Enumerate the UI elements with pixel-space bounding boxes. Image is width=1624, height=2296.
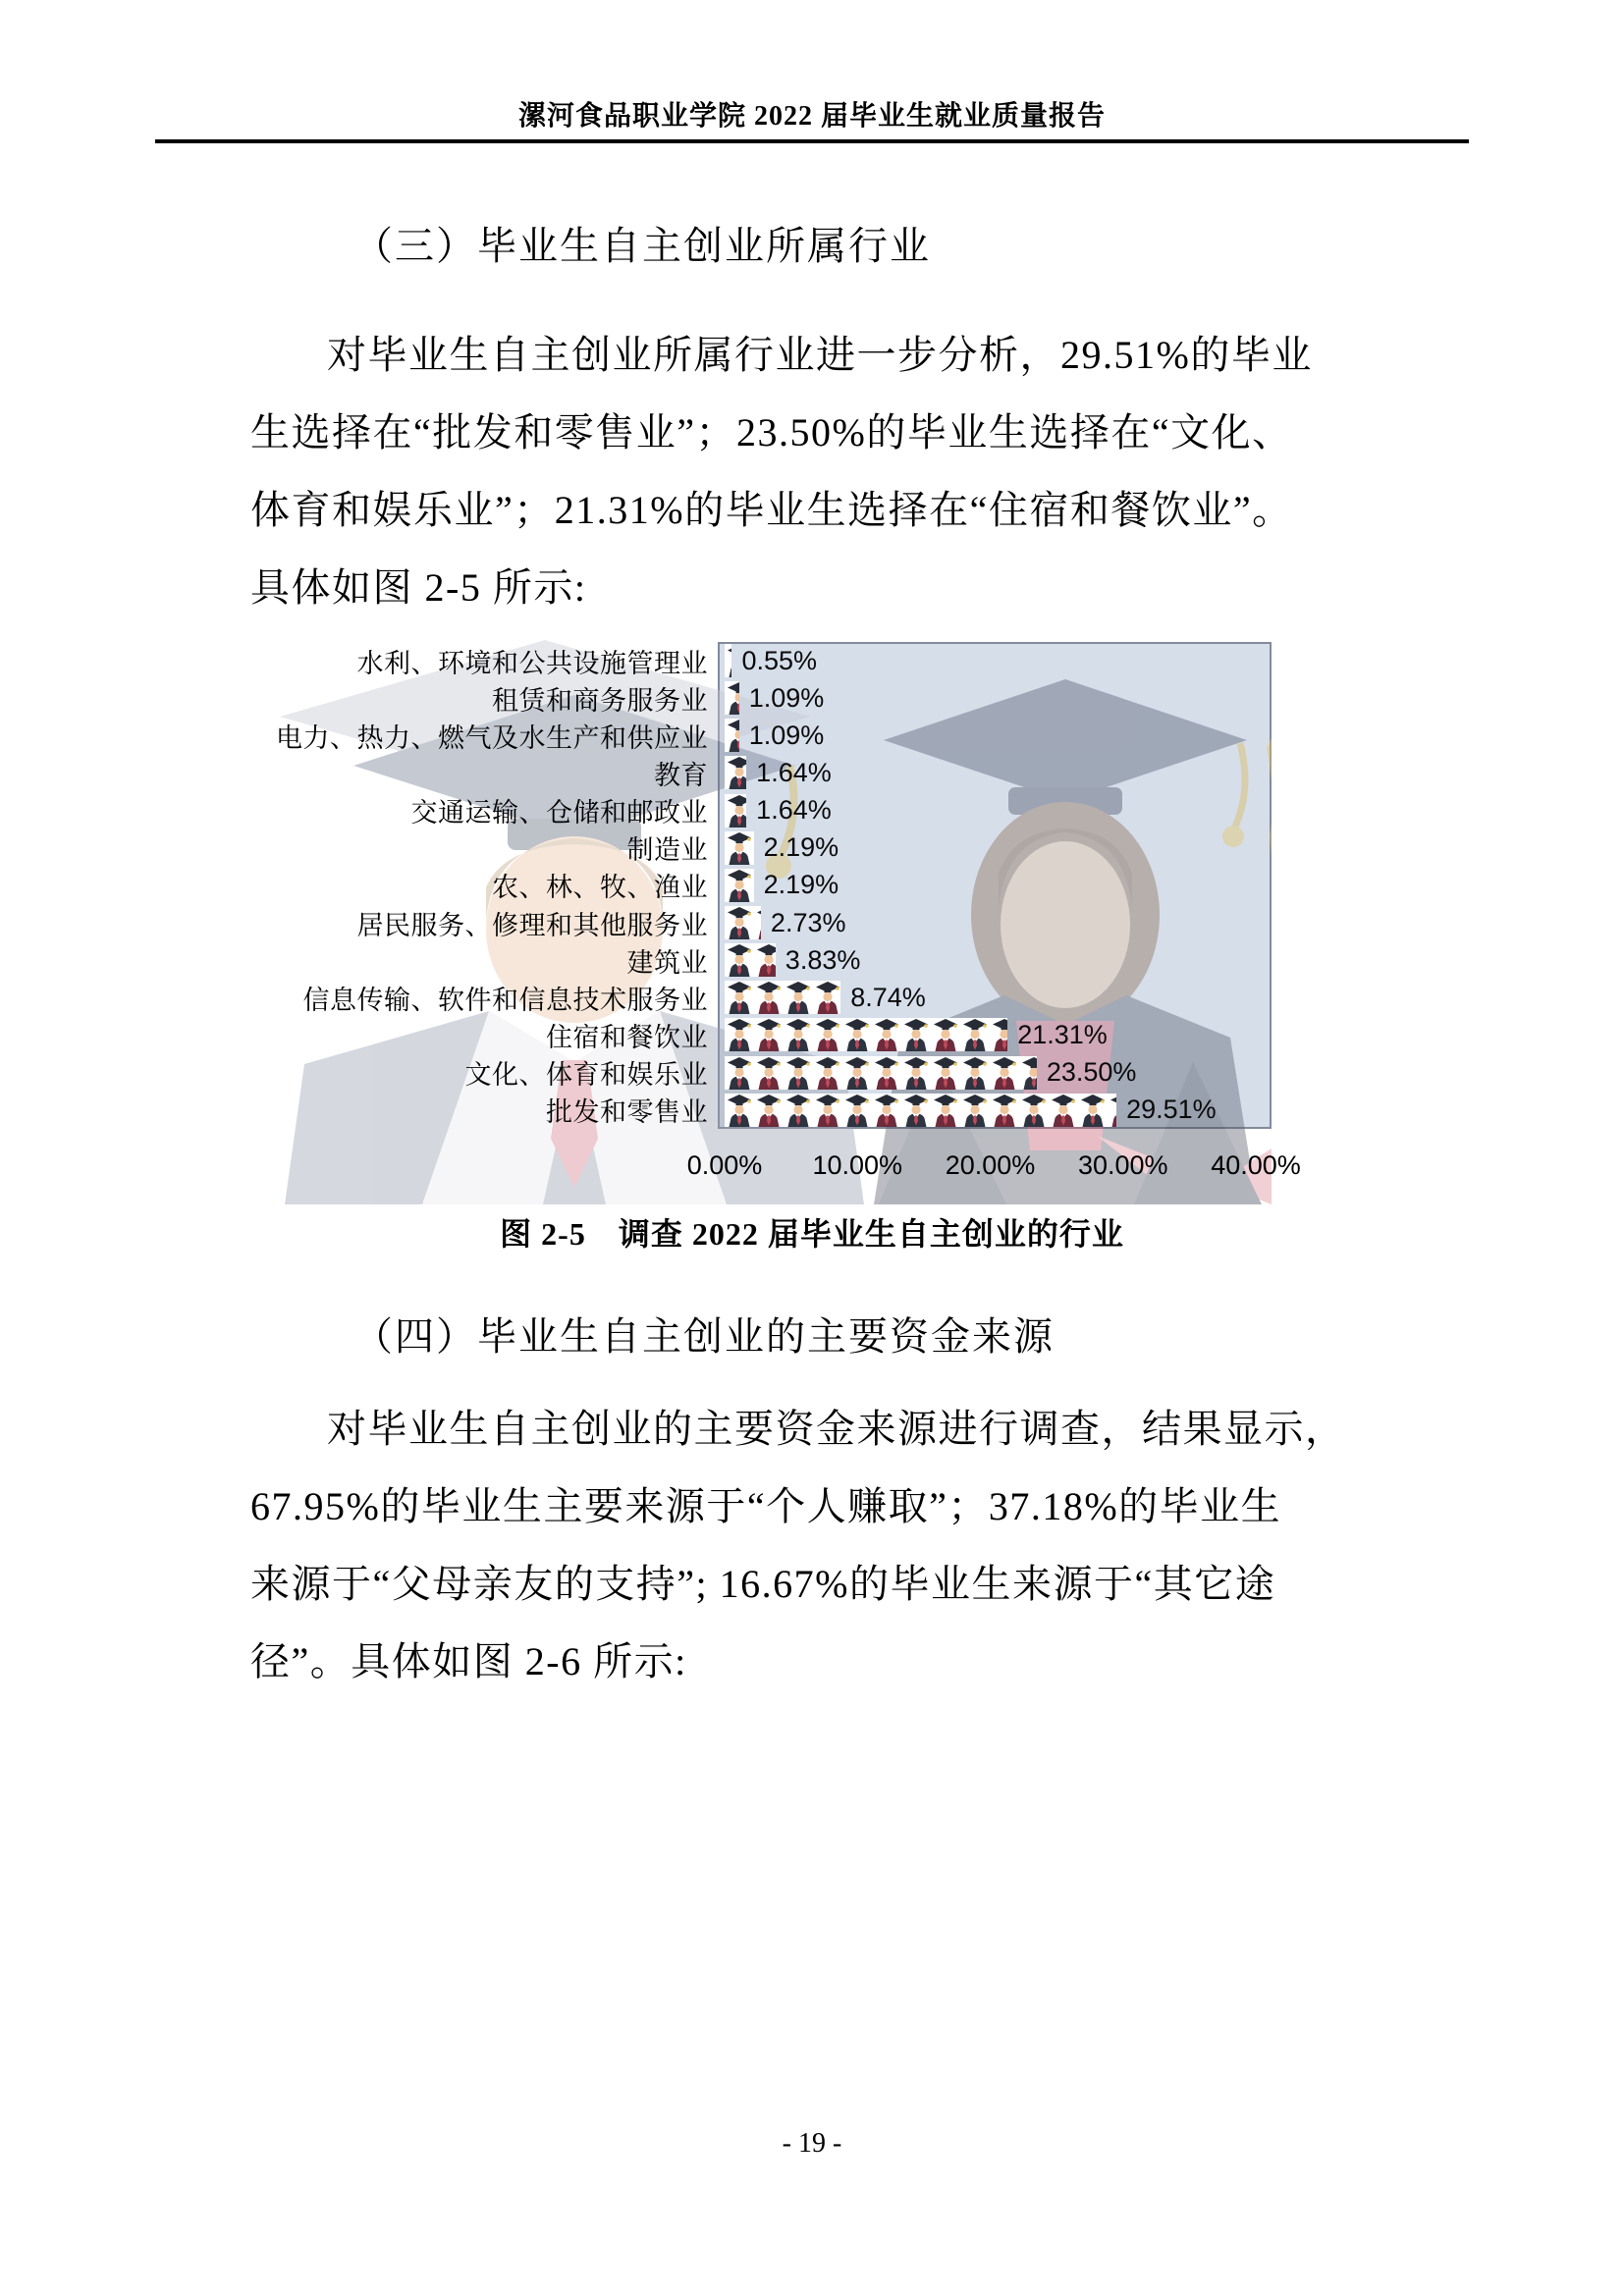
pictogram-bar [725, 1094, 1116, 1127]
chart-bar-row [718, 792, 1272, 829]
x-axis-tick-label: 10.00% [812, 1150, 903, 1180]
graduate-icon [754, 1056, 784, 1090]
paragraph-line: 67.95%的毕业生主要来源于“个人赚取”；37.18%的毕业生 [250, 1484, 1282, 1528]
chart-bar-row [718, 904, 1272, 941]
graduate-icon [813, 1056, 842, 1090]
chart-bar-row [718, 829, 1272, 867]
graduate-icon [901, 1056, 931, 1090]
graduate-icon [725, 1018, 754, 1051]
pictogram-bar [725, 906, 761, 939]
figure-2-5-pictogram-bar-chart [250, 601, 1301, 1204]
chart-value-label: 23.50% [1046, 1057, 1137, 1088]
chart-category-label: 制造业 [626, 835, 708, 866]
chart-labels [250, 642, 708, 1129]
chart-category-label: 居民服务、修理和其他服务业 [356, 910, 708, 940]
chart-bar-row [718, 1016, 1272, 1053]
pictogram-bar [725, 756, 746, 789]
graduate-icon [842, 1056, 872, 1090]
chart-bar-row [718, 1092, 1272, 1129]
graduate-icon [990, 1018, 1007, 1051]
chart-category-label: 水利、环境和公共设施管理业 [356, 648, 708, 678]
chart-plot [718, 642, 1272, 1129]
graduate-icon [990, 1056, 1019, 1090]
chart-value-label: 8.74% [850, 982, 926, 1012]
chart-category-label: 农、林、牧、渔业 [492, 873, 708, 903]
graduate-icon [725, 906, 754, 939]
pictogram-bar [725, 644, 731, 677]
graduate-icon [872, 1094, 901, 1127]
pictogram-bar [725, 681, 739, 715]
graduate-icon [754, 943, 776, 977]
paragraph-line: 径”。具体如图 2-6 所示: [250, 1639, 687, 1683]
graduate-icon [754, 1018, 784, 1051]
pictogram-bar [725, 943, 776, 977]
graduate-icon [901, 1094, 931, 1127]
paragraph-line: 体育和娱乐业”；21.31%的毕业生选择在“住宿和餐饮业”。 [250, 488, 1293, 532]
graduate-icon [931, 1056, 960, 1090]
chart-value-label: 3.83% [785, 944, 861, 975]
paragraph-line: 具体如图 2-5 所示: [250, 565, 587, 610]
pictogram-bar [725, 1018, 1007, 1051]
chart-bar-row [718, 717, 1272, 754]
pictogram-bar [725, 1056, 1037, 1090]
graduate-icon [901, 1018, 931, 1051]
graduate-icon [725, 1094, 754, 1127]
graduate-icon [725, 831, 754, 865]
chart-category-label: 建筑业 [626, 947, 708, 978]
graduate-icon [725, 644, 731, 677]
graduate-icon [754, 906, 761, 939]
graduate-icon [725, 869, 754, 902]
pictogram-bar [725, 831, 754, 865]
graduate-icon [725, 981, 754, 1014]
chart-bar-row [718, 867, 1272, 904]
chart-category-label: 住宿和餐饮业 [546, 1022, 708, 1052]
graduate-icon [1078, 1094, 1108, 1127]
graduate-icon [872, 1056, 901, 1090]
chart-bar-row [718, 979, 1272, 1016]
graduate-icon [784, 1018, 813, 1051]
x-axis-tick-label: 0.00% [686, 1150, 763, 1180]
figure-caption: 图 2-5 调查 2022 届毕业生自主创业的行业 [500, 1216, 1124, 1252]
page-number: - 19 - [782, 2128, 842, 2159]
graduate-icon [784, 1056, 813, 1090]
graduate-icon [990, 1094, 1019, 1127]
graduate-icon [784, 981, 813, 1014]
chart-bar-row [718, 642, 1272, 679]
graduate-icon [842, 1094, 872, 1127]
pictogram-bar [725, 981, 840, 1014]
graduate-icon [725, 1056, 754, 1090]
section-4-heading: （四）毕业生自主创业的主要资金来源 [353, 1314, 1055, 1359]
graduate-icon [725, 681, 739, 715]
x-axis-tick-label: 40.00% [1211, 1150, 1301, 1180]
graduate-icon [725, 794, 746, 828]
header-rule [155, 139, 1469, 143]
graduate-icon [725, 943, 754, 977]
pictogram-bar [725, 869, 754, 902]
chart-value-label: 2.19% [763, 870, 839, 900]
paragraph-line: 对毕业生自主创业所属行业进一步分析，29.51%的毕业 [327, 333, 1313, 377]
chart-category-label: 教育 [654, 761, 708, 790]
paragraph-line: 来源于“父母亲友的支持”; 16.67%的毕业生来源于“其它途 [250, 1562, 1276, 1606]
pictogram-bar [725, 719, 739, 752]
graduate-icon [784, 1094, 813, 1127]
chart-bar-row [718, 754, 1272, 791]
graduate-icon [960, 1018, 990, 1051]
graduate-icon [842, 1018, 872, 1051]
pictogram-bar [725, 794, 746, 828]
x-axis-tick-label: 30.00% [1077, 1150, 1168, 1180]
graduate-icon [754, 981, 784, 1014]
graduate-icon [1049, 1094, 1078, 1127]
graduate-icon [1019, 1094, 1049, 1127]
graduate-icon [813, 1018, 842, 1051]
x-axis-tick-label: 20.00% [945, 1150, 1036, 1180]
graduate-icon [1108, 1094, 1116, 1127]
chart-category-label: 信息传输、软件和信息技术服务业 [302, 985, 708, 1015]
chart-value-label: 2.19% [763, 832, 839, 863]
chart-value-label: 29.51% [1126, 1095, 1217, 1125]
graduate-icon [813, 1094, 842, 1127]
chart-category-label: 交通运输、仓储和邮政业 [410, 798, 708, 828]
section-3-heading: （三）毕业生自主创业所属行业 [353, 224, 931, 268]
chart-bar-row [718, 1054, 1272, 1092]
paragraph-line: 生选择在“批发和零售业”；23.50%的毕业生选择在“文化、 [250, 410, 1293, 454]
graduate-icon [960, 1056, 990, 1090]
chart-value-label: 1.09% [748, 720, 825, 750]
chart-category-label: 文化、体育和娱乐业 [464, 1060, 708, 1091]
chart-bar-row [718, 941, 1272, 979]
chart-value-label: 21.31% [1017, 1019, 1108, 1049]
graduate-icon [813, 981, 840, 1014]
chart-value-label: 1.09% [748, 682, 825, 713]
graduate-icon [1019, 1056, 1037, 1090]
chart-value-label: 1.64% [756, 795, 832, 826]
graduate-icon [754, 1094, 784, 1127]
graduate-icon [872, 1018, 901, 1051]
chart-value-label: 0.55% [741, 645, 817, 675]
graduate-icon [931, 1018, 960, 1051]
chart-bar-row [718, 679, 1272, 717]
report-header-title: 漯河食品职业学院 2022 届毕业生就业质量报告 [517, 101, 1106, 132]
graduate-icon [725, 719, 739, 752]
graduate-icon [725, 756, 746, 789]
chart-category-label: 租赁和商务服务业 [492, 685, 708, 716]
chart-category-label: 电力、热力、燃气及水生产和供应业 [276, 722, 708, 753]
graduate-icon [960, 1094, 990, 1127]
chart-value-label: 2.73% [770, 907, 846, 937]
paragraph-line: 对毕业生自主创业的主要资金来源进行调查，结果显示， [327, 1407, 1346, 1451]
graduate-icon [931, 1094, 960, 1127]
chart-category-label: 批发和零售业 [546, 1097, 708, 1128]
chart-value-label: 1.64% [756, 757, 832, 787]
